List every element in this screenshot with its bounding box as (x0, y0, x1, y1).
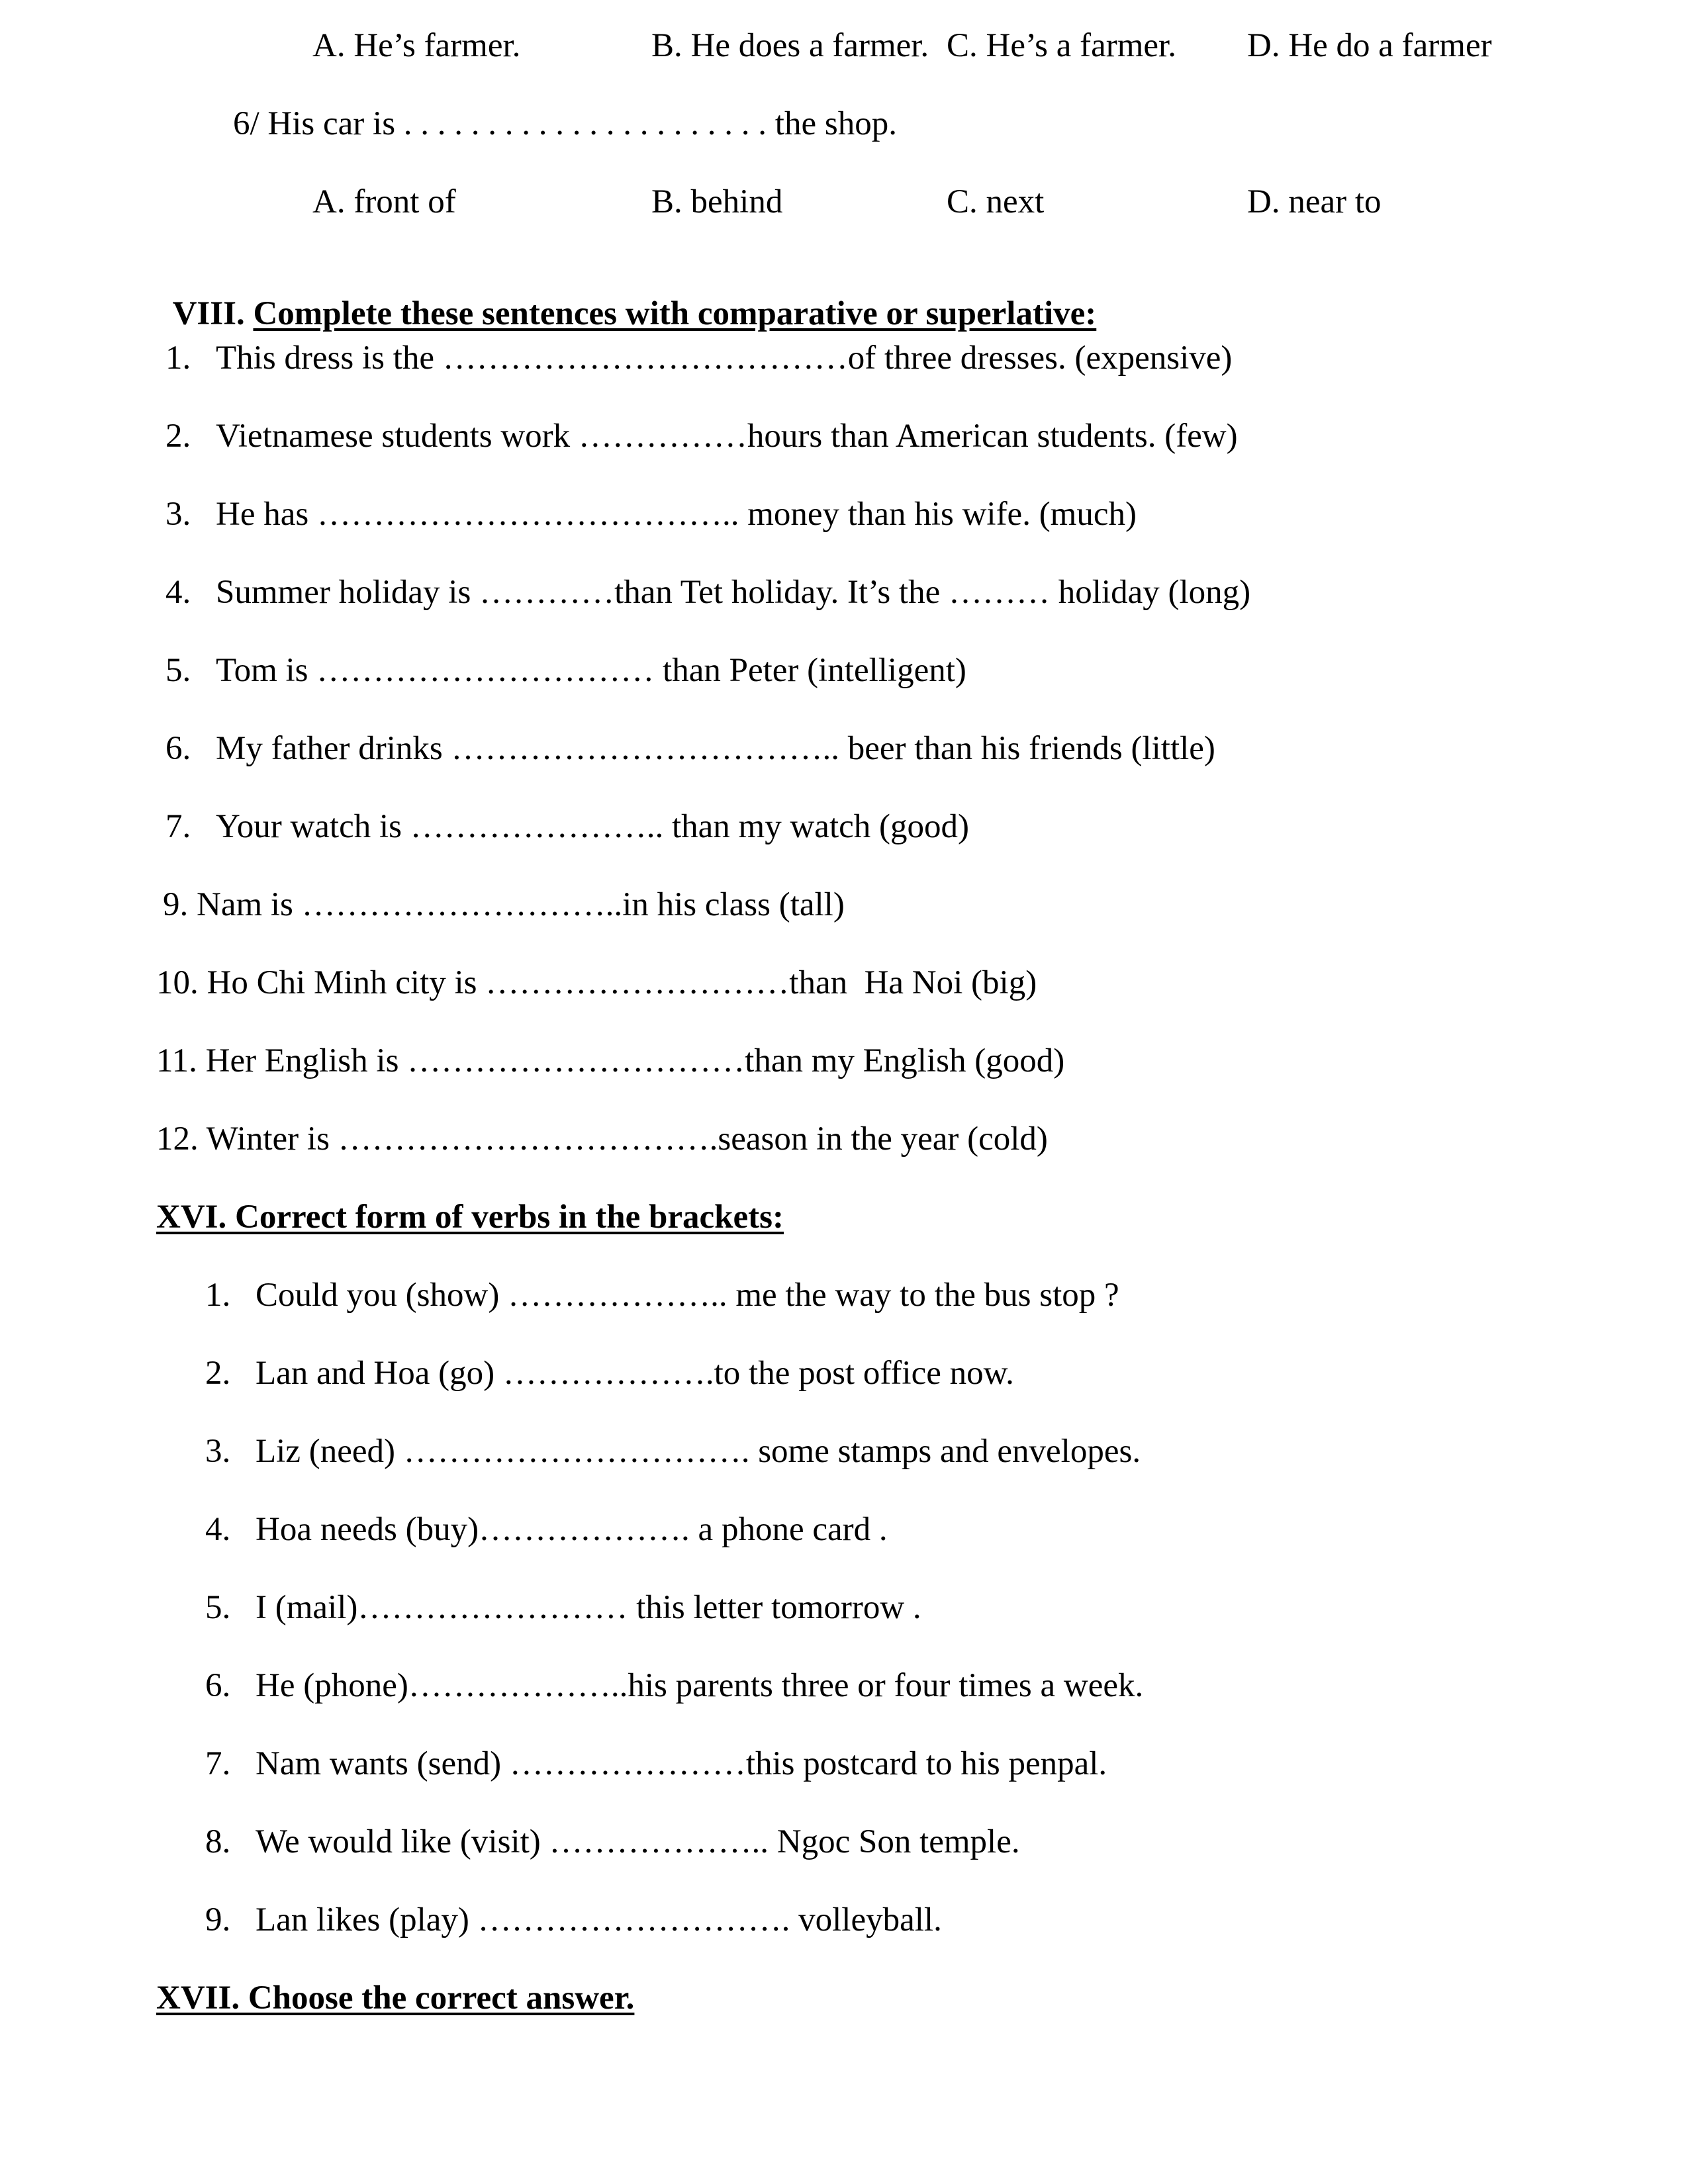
s8-item-text: He has ……………………………….. money than his wife. (much) (216, 496, 1137, 533)
s16-item-text: We would like (visit) ……………….. Ngoc Son temple. (256, 1823, 1020, 1860)
s8-item-text: Ho Chi Minh city is ………………………than Ha Noi (big) (207, 964, 1037, 1001)
s16-item-number: 2. (205, 1355, 231, 1392)
s8-item (165, 810, 969, 844)
s16-item-number: 4. (205, 1511, 231, 1548)
s16-item-text: Lan likes (play) ………………………. volleyball. (256, 1901, 942, 1938)
q6-option-d: D. near to (1247, 183, 1382, 220)
q5-option-c: C. He’s a farmer. (947, 27, 1176, 64)
s16-item (205, 1591, 921, 1625)
s16-item-number: 3. (205, 1433, 231, 1470)
s8-item-number: 1. (165, 340, 191, 377)
s8-item (156, 966, 1037, 1000)
s8-item-number: 12. (156, 1120, 199, 1158)
s16-item-number: 1. (205, 1277, 231, 1314)
s16-item (205, 1903, 942, 1937)
s8-item-number: 6. (165, 730, 191, 767)
s16-item (205, 1825, 1020, 1859)
s8-item-number: 2. (165, 418, 191, 455)
s16-item (205, 1279, 1119, 1312)
s8-item-text: Nam is ………………………..in his class (tall) (197, 886, 845, 923)
s8-item (165, 732, 1215, 766)
section-8-title: Complete these sentences with comparative or superlative: (253, 295, 1097, 332)
s8-item (165, 341, 1232, 375)
q6-question: 6/ His car is . . . . . . . . . . . . . . . . . . . . . . the shop. (233, 105, 897, 142)
s8-item-number: 9. (163, 886, 189, 923)
s8-item-text: Vietnamese students work ……………hours than American students. (few) (216, 418, 1238, 455)
s16-item (205, 1669, 1143, 1703)
q6-option-b: B. behind (651, 183, 783, 220)
s8-item (156, 1122, 1048, 1156)
s8-item-number: 11. (156, 1042, 197, 1079)
s16-item-number: 9. (205, 1901, 231, 1938)
s8-item-number: 3. (165, 496, 191, 533)
s8-item (165, 498, 1137, 531)
s8-item (165, 420, 1238, 453)
s16-item-number: 8. (205, 1823, 231, 1860)
s16-item (205, 1435, 1141, 1469)
s8-item (163, 888, 845, 922)
section-8-roman: VIII. (172, 295, 245, 332)
s16-item-text: Could you (show) ……………….. me the way to the bus stop ? (256, 1277, 1119, 1314)
s8-item (165, 654, 966, 688)
s16-item (205, 1747, 1107, 1781)
s8-item (165, 576, 1250, 610)
s16-item (205, 1513, 888, 1547)
section-16-heading: XVI. Correct form of verbs in the brackets: (156, 1199, 784, 1236)
s16-item-text: I (mail)…………………… this letter tomorrow . (256, 1589, 921, 1626)
q5-option-a: A. He’s farmer. (312, 27, 521, 64)
s8-item-text: Her English is …………………………than my English (good) (205, 1042, 1065, 1079)
s16-item-number: 7. (205, 1745, 231, 1782)
q5-option-d: D. He do a farmer (1247, 27, 1492, 64)
s8-item-number: 5. (165, 652, 191, 689)
s16-item-text: Liz (need) …………………………. some stamps and envelopes. (256, 1433, 1141, 1470)
s16-item-text: Hoa needs (buy)………………. a phone card . (256, 1511, 888, 1548)
q6-option-a: A. front of (312, 183, 456, 220)
s16-item (205, 1357, 1014, 1390)
s8-item-text: Winter is …………………………….season in the year (cold) (206, 1120, 1048, 1158)
s8-item-text: My father drinks …………………………….. beer than his friends (little) (216, 730, 1215, 767)
q5-option-b: B. He does a farmer. (651, 27, 929, 64)
s16-item-text: He (phone)………………..his parents three or four times a week. (256, 1667, 1144, 1704)
q6-option-c: C. next (947, 183, 1045, 220)
s16-item-number: 5. (205, 1589, 231, 1626)
section-8-heading (156, 263, 1096, 331)
s16-item-text: Nam wants (send) …………………this postcard to his penpal. (256, 1745, 1107, 1782)
s8-item-number: 7. (165, 808, 191, 845)
s16-item-number: 6. (205, 1667, 231, 1704)
s16-item-text: Lan and Hoa (go) ……………….to the post office now. (256, 1355, 1014, 1392)
s8-item-text: Your watch is ………………….. than my watch (good) (216, 808, 969, 845)
s8-item (156, 1044, 1064, 1078)
s8-item-number: 10. (156, 964, 199, 1001)
s8-item-number: 4. (165, 574, 191, 611)
s8-item-text: This dress is the ………………………………of three dresses. (expensive) (216, 340, 1233, 377)
s8-item-text: Tom is ………………………… than Peter (intelligent) (216, 652, 966, 689)
s8-item-text: Summer holiday is …………than Tet holiday. It’s the ……… holiday (long) (216, 574, 1251, 611)
section-17-heading: XVII. Choose the correct answer. (156, 1979, 635, 2017)
